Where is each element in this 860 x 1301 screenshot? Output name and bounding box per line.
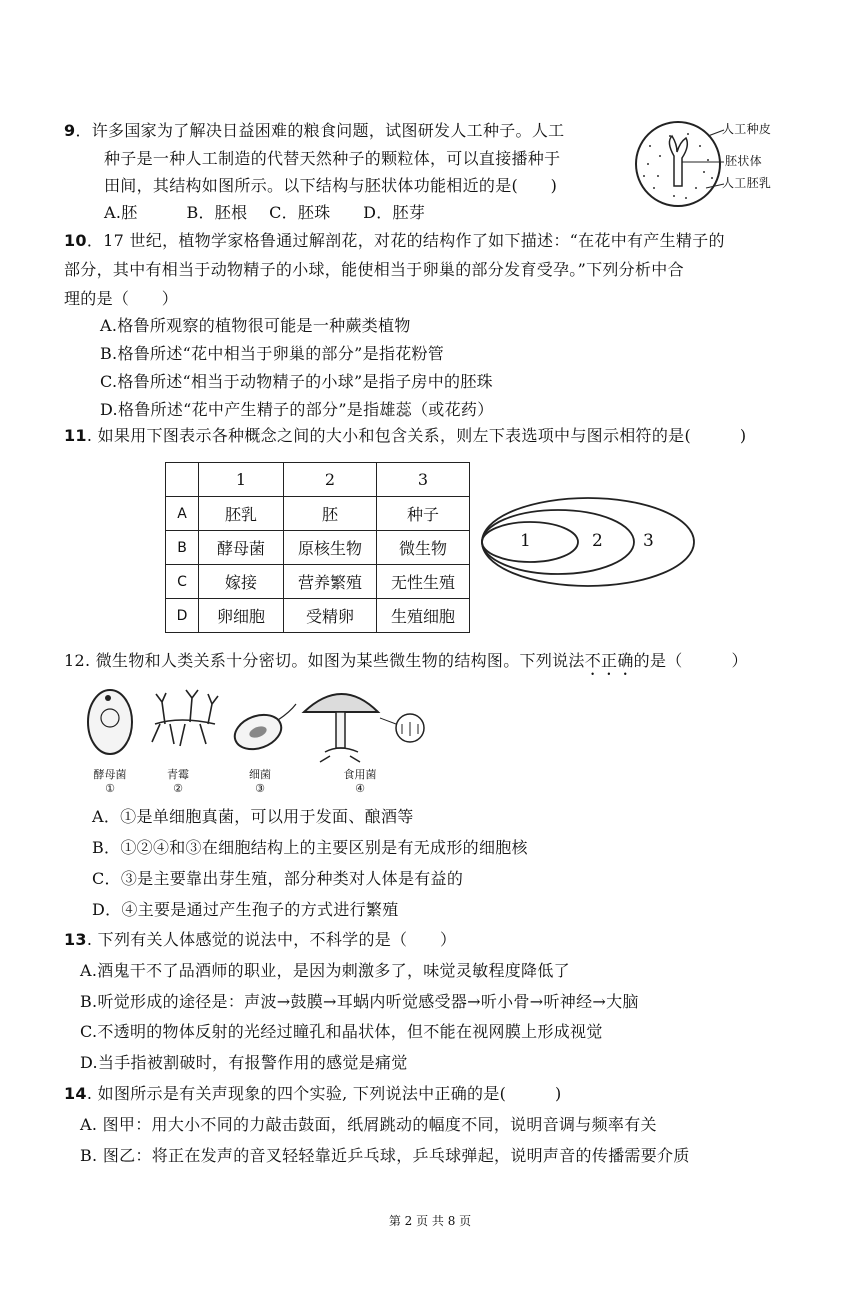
q12-option-a: A．①是单细胞真菌，可以用于发面、酿酒等 (92, 807, 414, 826)
q10-line-3: 理的是（ ） (64, 289, 179, 308)
mushroom-figure (304, 694, 424, 762)
mark-4: ④ (355, 782, 365, 795)
label-yeast: 酵母菌 (93, 768, 127, 781)
penicillium-figure (152, 690, 218, 746)
q13-option-a: A.酒鬼干不了品酒师的职业，是因为刺激多了，味觉灵敏程度降低了 (80, 961, 570, 980)
label-mushroom: 食用菌 (343, 768, 377, 781)
label-penicillium: 青霉 (167, 768, 189, 781)
q9-options: A.胚 B．胚根 C．胚珠 D．胚芽 (104, 203, 426, 222)
bacterium-figure (230, 704, 296, 755)
q13-stem: 13. 下列有关人体感觉的说法中，不科学的是（ ） (64, 930, 457, 949)
q11-stem: 11. 如果用下图表示各种概念之间的大小和包含关系，则左下表选项中与图示相符的是( ) (64, 426, 747, 445)
mark-2: ② (173, 782, 183, 795)
q10-option-d: D.格鲁所述“花中产生精子的部分”是指雄蕊（或花药） (100, 400, 494, 419)
q14-option-a: A. 图甲：用大小不同的力敲击鼓面，纸屑跳动的幅度不同，说明音调与频率有关 (80, 1115, 657, 1134)
q10-option-b: B.格鲁所述“花中相当于卵巢的部分”是指花粉管 (100, 344, 445, 363)
microbe-figures (80, 682, 440, 766)
table-row: A 胚乳 胚 种子 (166, 497, 470, 531)
q13-option-c: C.不透明的物体反射的光经过瞳孔和晶状体，但不能在视网膜上形成视觉 (80, 1022, 603, 1041)
label-artificial-endosperm: 人工胚乳 (722, 176, 772, 190)
q13-option-d: D.当手指被割破时，有报警作用的感觉是痛觉 (80, 1053, 408, 1072)
q9-line-2: 种子是一种人工制造的代替天然种子的颗粒体，可以直接播种于 (104, 149, 561, 168)
mark-1: ① (105, 782, 115, 795)
yeast-figure (88, 690, 132, 754)
emphasis-not-correct: 不正确 (584, 651, 634, 670)
q11-number: 11 (64, 426, 87, 445)
ellipse-outer (482, 498, 694, 586)
q12-option-b: B．①②④和③在细胞结构上的主要区别是有无成形的细胞核 (92, 838, 528, 857)
table-row: D 卵细胞 受精卵 生殖细胞 (166, 599, 470, 633)
q13-number: 13 (64, 930, 87, 949)
q14-stem: 14. 如图所示是有关声现象的四个实验, 下列说法中正确的是( ) (64, 1084, 562, 1103)
concept-table (165, 462, 470, 633)
q9-line-1: 9．许多国家为了解决日益困难的粮食问题，试图研发人工种子。人工 (64, 121, 565, 140)
ellipse-middle (482, 510, 634, 574)
q10-option-a: A.格鲁所观察的植物很可能是一种蕨类植物 (100, 316, 411, 335)
q13-option-b: B.听觉形成的途径是：声波→鼓膜→耳蜗内听觉感受器→听小骨→听神经→大脑 (80, 992, 639, 1011)
mark-3: ③ (255, 782, 265, 795)
q14-number: 14 (64, 1084, 87, 1103)
label-artificial-coat: 人工种皮 (722, 122, 772, 136)
page-footer: 第 2 页 共 8 页 (388, 1214, 472, 1228)
q10-line-2: 部分，其中有相当于动物精子的小球，能使相当于卵巢的部分发育受孕。”下列分析中合 (64, 260, 684, 279)
q12-option-d: D．④主要是通过产生孢子的方式进行繁殖 (92, 900, 399, 919)
q10-option-c: C.格鲁所述“相当于动物精子的小球”是指子房中的胚珠 (100, 372, 493, 391)
q12-stem: 12. 微生物和人类关系十分密切。如图为某些微生物的结构图。下列说法不正确的是（ ） (64, 651, 748, 670)
q9-line-3: 田间，其结构如图所示。以下结构与胚状体功能相近的是( ) (104, 176, 558, 195)
table-row: B 酵母菌 原核生物 微生物 (166, 531, 470, 565)
label-bacterium: 细菌 (249, 768, 271, 781)
q10-line-1: 10．17 世纪，植物学家格鲁通过解剖花，对花的结构作了如下描述：“在花中有产生精子的 (64, 231, 725, 250)
table-header-row: 1 2 3 (166, 463, 470, 497)
table-row: C 嫁接 营养繁殖 无性生殖 (166, 565, 470, 599)
q12-option-c: C．③是主要靠出芽生殖，部分种类对人体是有益的 (92, 869, 464, 888)
q9-number: 9 (64, 121, 76, 140)
ellipse-label-2: 2 (592, 531, 604, 551)
ellipse-label-1: 1 (520, 531, 532, 551)
ellipse-label-3: 3 (643, 531, 655, 551)
q10-number: 10 (64, 231, 87, 250)
label-embryoid: 胚状体 (725, 154, 762, 168)
q14-option-b: B. 图乙：将正在发声的音叉轻轻靠近乒乓球，乒乓球弹起，说明声音的传播需要介质 (80, 1146, 690, 1165)
nested-ellipse-diagram (478, 490, 703, 600)
